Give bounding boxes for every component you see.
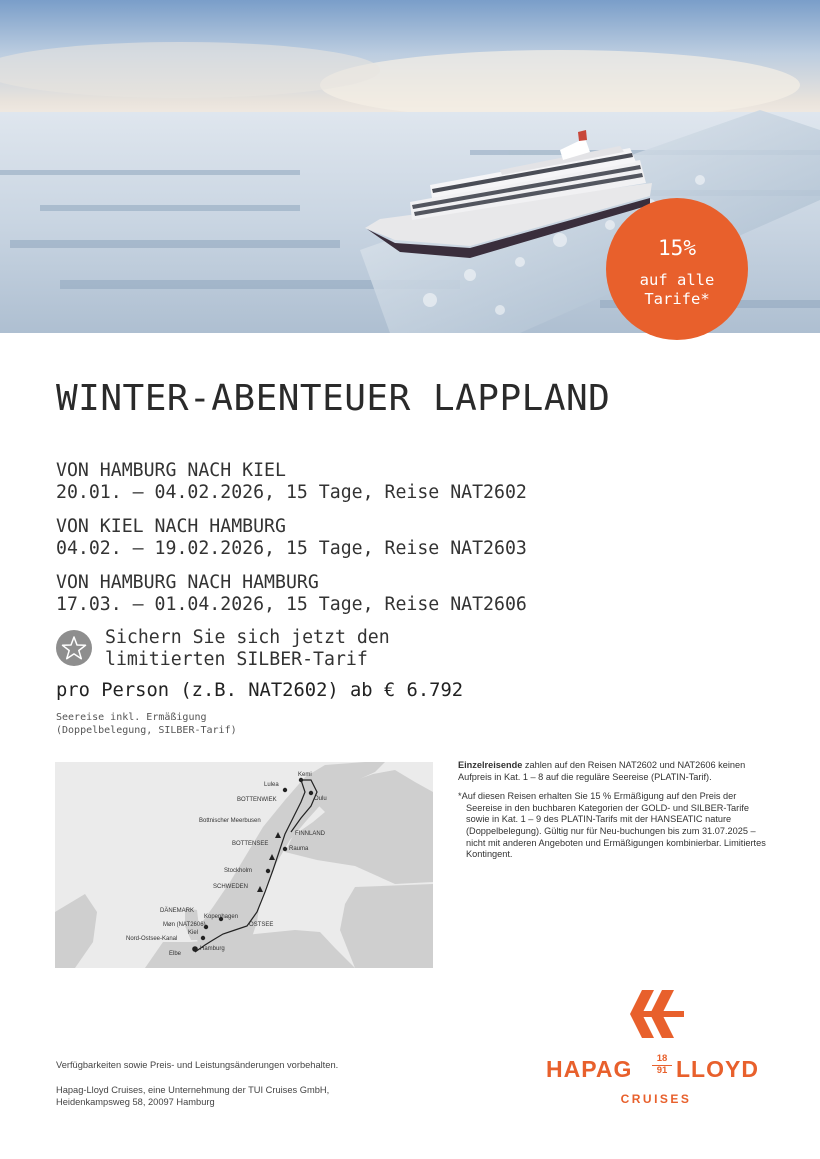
trip-details: 04.02. – 19.02.2026, 15 Tage, Reise NAT2603 — [56, 538, 527, 559]
logo-year — [652, 1054, 672, 1077]
solo-traveller-label: Einzelreisende — [458, 760, 523, 770]
map-label-moen: Møn (NAT2606) — [163, 922, 206, 928]
discount-badge — [606, 198, 748, 340]
map-label-finnland: FINNLAND — [295, 831, 326, 837]
page-title: WINTER-ABENTEUER LAPPLAND — [56, 378, 611, 419]
map-label-kemi: Kemi — [298, 772, 312, 778]
map-label-lulea: Lulea — [264, 782, 279, 788]
price-note — [56, 711, 237, 737]
logo-year-bottom: 91 — [656, 1065, 668, 1076]
logo-word-hapag: HAPAG — [546, 1056, 633, 1082]
trip-details: 20.01. – 04.02.2026, 15 Tage, Reise NAT2602 — [56, 482, 527, 503]
trip-1 — [56, 460, 527, 504]
logo-year-top: 18 — [656, 1053, 668, 1064]
map-label-bottenwiek: BOTTENWIEK — [237, 797, 277, 803]
trip-3 — [56, 572, 527, 616]
trip-route: VON HAMBURG NACH HAMBURG — [56, 572, 319, 593]
logo-cruises: CRUISES — [620, 1092, 692, 1106]
discount-footnote: *Auf diesen Reisen erhalten Sie 15 % Ermäßigung auf den Preis der Seereise in den buchbaren Kategorien der GOLD- und SILBER-Tarife sowie in Kat. 1 – 9 des PLATIN-Tarifs mit der HANSEATIC nature (Doppelbelegung). Gültig nur für Neu-buchungen bis zum 31.07.2025 – nicht mit anderen Angeboten und Ermäßigungen kombinierbar. Limitiertes Kontingent. — [458, 791, 766, 860]
trip-route: VON KIEL NACH HAMBURG — [56, 516, 286, 537]
map-label-bottensee: BOTTENSEE — [232, 841, 269, 847]
silver-line-2: limitierten SILBER-Tarif — [105, 649, 368, 670]
logo-mark-icon — [626, 990, 686, 1040]
map-label-stockholm: Stockholm — [224, 868, 253, 874]
address-line: Heidenkampsweg 58, 20097 Hamburg — [56, 1097, 215, 1107]
trip-details: 17.03. – 01.04.2026, 15 Tage, Reise NAT2606 — [56, 594, 527, 615]
hapag-lloyd-logo — [543, 990, 769, 1110]
company-line: Hapag-Lloyd Cruises, eine Unternehmung der TUI Cruises GmbH, — [56, 1085, 330, 1095]
solo-traveller-note — [458, 760, 768, 783]
map-label-elbe: Elbe — [169, 951, 182, 957]
price-line: pro Person (z.B. NAT2602) ab € 6.792 — [56, 680, 464, 701]
solo-traveller-text: zahlen auf den Reisen NAT2602 und NAT2606 keinen Aufpreis in Kat. 1 – 8 auf die reguläre Seereise (PLATIN-Tarif). — [458, 760, 746, 782]
map-label-meerbusen: Bottnischer Meerbusen — [199, 818, 261, 824]
price-note-line-2: (Doppelbelegung, SILBER-Tarif) — [56, 725, 237, 736]
map-label-hamburg: Hamburg — [200, 946, 225, 952]
disclaimer: Verfügbarkeiten sowie Preis- und Leistungsänderungen vorbehalten. — [56, 1060, 339, 1070]
logo-word-lloyd: LLOYD — [676, 1056, 759, 1082]
map-label-kiel: Kiel — [188, 930, 199, 936]
map-label-kanal: Nord-Ostsee-Kanal — [126, 936, 178, 942]
terms-notes — [458, 760, 768, 869]
silver-line-1: Sichern Sie sich jetzt den — [105, 627, 390, 648]
trip-2 — [56, 516, 527, 560]
badge-percent: 15% — [658, 236, 696, 260]
map-label-oulu: Oulu — [314, 796, 327, 802]
badge-line-2: auf alle — [639, 271, 715, 289]
trip-route: VON HAMBURG NACH KIEL — [56, 460, 286, 481]
price-note-line-1: Seereise inkl. Ermäßigung — [56, 712, 207, 723]
map-label-ostsee: OSTSEE — [249, 922, 274, 928]
star-icon — [56, 630, 92, 666]
route-map — [55, 762, 433, 968]
map-label-schweden: SCHWEDEN — [213, 884, 249, 890]
map-label-daenemark: DÄNEMARK — [160, 908, 195, 914]
map-label-kopenhagen: Kopenhagen — [204, 914, 239, 920]
badge-line-3: Tarife* — [644, 290, 710, 308]
map-label-rauma: Rauma — [289, 846, 309, 852]
